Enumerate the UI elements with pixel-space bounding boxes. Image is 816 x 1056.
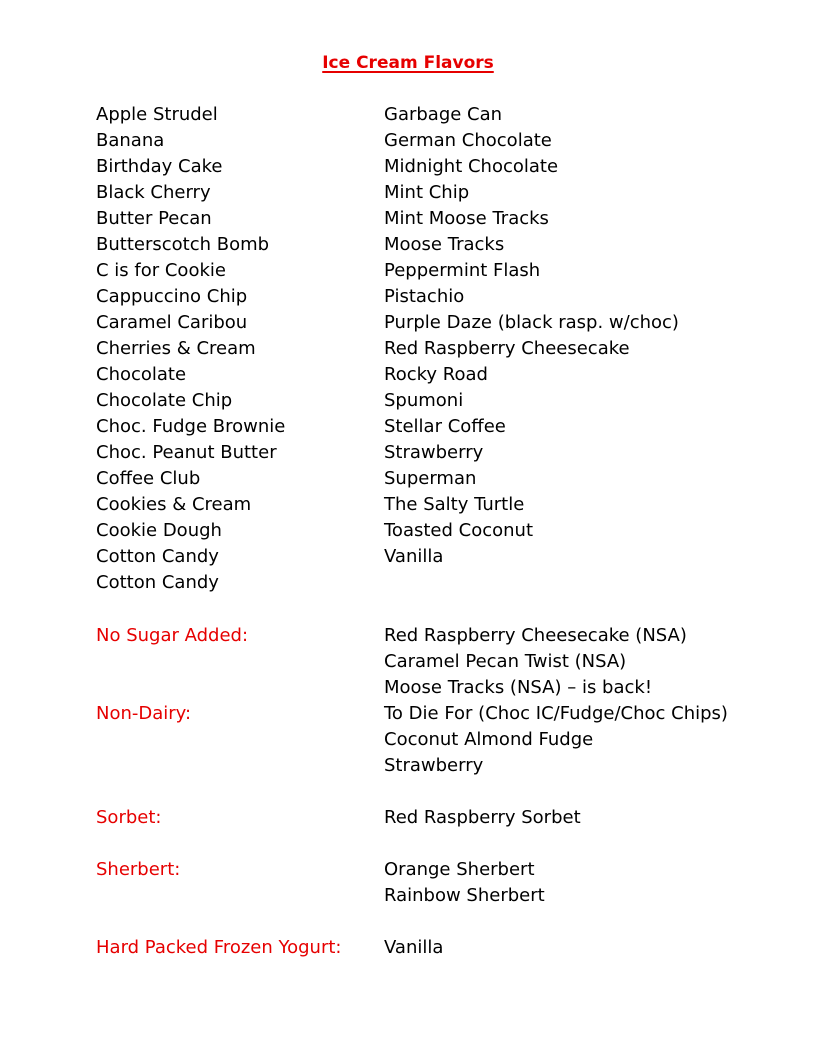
flavor-item: Vanilla [384, 937, 444, 958]
flavor-item: Chocolate Chip [96, 390, 233, 411]
flavor-item: Spumoni [384, 390, 464, 411]
flavor-item: Rainbow Sherbert [384, 885, 545, 906]
flavor-item: Cookie Dough [96, 520, 222, 541]
section-label-sherbert: Sherbert: [96, 859, 181, 880]
flavor-item: Mint Chip [384, 182, 470, 203]
flavor-item: Choc. Fudge Brownie [96, 416, 286, 437]
flavor-item: Caramel Pecan Twist (NSA) [384, 651, 627, 672]
flavor-item: Birthday Cake [96, 156, 223, 177]
flavor-item: Moose Tracks [384, 234, 505, 255]
flavor-list-left [96, 102, 285, 596]
flavor-item: Peppermint Flash [384, 260, 541, 281]
section-label-no-sugar-added: No Sugar Added: [96, 625, 249, 646]
section-list-sorbet [384, 805, 581, 831]
flavor-item: Purple Daze (black rasp. w/choc) [384, 312, 679, 333]
flavor-item: Caramel Caribou [96, 312, 248, 333]
flavor-item: Cherries & Cream [96, 338, 256, 359]
flavor-item: Coconut Almond Fudge [384, 729, 594, 750]
flavor-item: The Salty Turtle [384, 494, 525, 515]
flavor-item: Apple Strudel [96, 104, 218, 125]
flavor-item: Cotton Candy [96, 572, 219, 593]
flavor-item: Strawberry [384, 755, 484, 776]
flavor-item: Pistachio [384, 286, 465, 307]
flavor-item: Toasted Coconut [384, 520, 534, 541]
flavor-item: Cappuccino Chip [96, 286, 248, 307]
flavor-item: German Chocolate [384, 130, 552, 151]
flavor-item: Moose Tracks (NSA) – is back! [384, 677, 653, 698]
section-list-non-dairy [384, 701, 728, 779]
section-label-sorbet: Sorbet: [96, 807, 162, 828]
flavor-item: Chocolate [96, 364, 187, 385]
flavor-item: Red Raspberry Sorbet [384, 807, 581, 828]
page-title: Ice Cream Flavors [322, 53, 494, 73]
flavor-item: Rocky Road [384, 364, 488, 385]
section-label-frozen-yogurt: Hard Packed Frozen Yogurt: [96, 937, 342, 958]
flavor-item: Cookies & Cream [96, 494, 252, 515]
flavor-list-right [384, 102, 679, 570]
flavor-item: Superman [384, 468, 477, 489]
flavor-item: Midnight Chocolate [384, 156, 559, 177]
flavor-item: Strawberry [384, 442, 484, 463]
section-list-no-sugar-added [384, 623, 687, 701]
flavor-item: Mint Moose Tracks [384, 208, 549, 229]
flavor-item: Coffee Club [96, 468, 201, 489]
flavor-item: Red Raspberry Cheesecake (NSA) [384, 625, 687, 646]
flavor-item: To Die For (Choc IC/Fudge/Choc Chips) [384, 703, 728, 724]
flavor-item: Butterscotch Bomb [96, 234, 270, 255]
flavor-item: Orange Sherbert [384, 859, 535, 880]
flavor-item: Red Raspberry Cheesecake [384, 338, 630, 359]
flavor-item: C is for Cookie [96, 260, 226, 281]
flavor-item: Black Cherry [96, 182, 211, 203]
flavor-item: Butter Pecan [96, 208, 212, 229]
flavor-item: Banana [96, 130, 165, 151]
section-label-non-dairy: Non-Dairy: [96, 703, 192, 724]
flavor-item: Choc. Peanut Butter [96, 442, 277, 463]
flavor-item: Vanilla [384, 546, 444, 567]
flavor-item: Cotton Candy [96, 546, 219, 567]
section-list-sherbert [384, 857, 545, 909]
section-list-frozen-yogurt [384, 935, 443, 961]
flavor-item: Stellar Coffee [384, 416, 506, 437]
flavor-item: Garbage Can [384, 104, 503, 125]
